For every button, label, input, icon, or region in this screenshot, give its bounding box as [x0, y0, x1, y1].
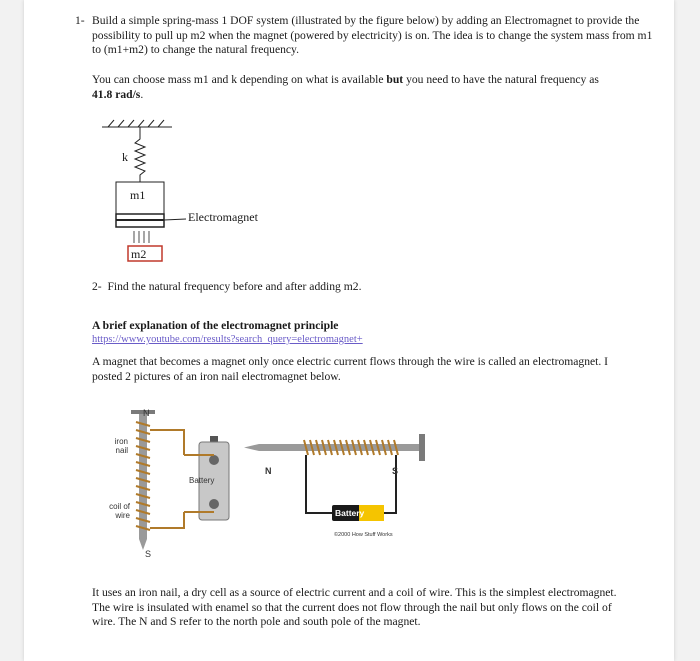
wire-right-right [384, 455, 399, 513]
magnet-field-lines [134, 231, 149, 243]
north-pole-left: N [143, 408, 150, 418]
question-1 [75, 14, 658, 58]
question-2-number: 2- [92, 280, 102, 293]
south-pole-right: S [392, 466, 399, 476]
electromagnet-leader [164, 219, 186, 220]
battery-left-plus [209, 455, 219, 465]
wire-left-right [306, 455, 332, 513]
spring-k [135, 127, 145, 182]
ceiling-hatch [108, 120, 164, 127]
requirement-text-c: . [140, 87, 144, 101]
question-2-text: Find the natural frequency before and after adding m2. [107, 280, 362, 293]
south-pole-left: S [145, 549, 152, 559]
requirement-text-b: you need to have the natural frequency as [403, 73, 599, 86]
section-heading: A brief explanation of the electromagnet principle [92, 319, 339, 332]
mass-label-m2: m2 [131, 247, 147, 261]
battery-right-label: Battery [335, 508, 365, 518]
document-page [24, 0, 674, 661]
battery-left-minus-sign: – [130, 502, 134, 509]
battery-left-plus-sign: + [129, 458, 133, 465]
electromagnet-label: Electromagnet [188, 210, 258, 224]
nail-head-right [419, 434, 425, 461]
spring-mass-figure [94, 115, 324, 270]
copyright-credit: ©2000 How Stuff Works [334, 532, 393, 538]
wire-bottom-left [150, 512, 184, 528]
electromagnet-paragraph: A magnet that becomes a magnet only once electric current flows through the wire is called an electromagnet. I posted 2 pictures of an iron nail electromagnet below. [92, 355, 609, 383]
battery-left-minus [209, 499, 219, 509]
battery-left-terminal [210, 436, 218, 442]
question-1-number: 1- [75, 14, 85, 27]
youtube-link[interactable]: https://www.youtube.com/results?search_query=electromagnet+ [92, 334, 363, 345]
iron-nail-label: iron nail [114, 437, 128, 455]
requirement-paragraph [92, 73, 622, 102]
nail-tip-right [244, 444, 259, 451]
electromagnet-illustration [94, 400, 434, 565]
natural-frequency-value: 41.8 rad/s [92, 87, 141, 101]
question-2 [92, 280, 592, 295]
requirement-bold-but: but [386, 73, 404, 86]
mass-label-m1: m1 [130, 188, 146, 202]
question-1-text: Build a simple spring-mass 1 DOF system (illustrated by the figure below) by adding an Electromagnet to provide the possibility to pull up m2 when the magnet (powered by electricity) is on. The idea is to change the system mass from m1 to (m1+m2) to change the natural frequency. [92, 14, 653, 57]
coil-of-wire-label: coil of wire [109, 502, 130, 520]
north-pole-right: N [265, 466, 272, 476]
wire-top-left [150, 430, 184, 455]
requirement-text-a: You can choose mass m1 and k depending on what is available [92, 73, 387, 86]
battery-left-label: Battery [189, 476, 215, 485]
explanation-paragraph: It uses an iron nail, a dry cell as a source of electric current and a coil of wire. This is the simplest electromagnet. The wire is insulated with enamel so that the current does not flow through the nail but only flows on the coil of wire. The N and S refer to the north pole and south pole of the magnet. [92, 586, 617, 629]
spring-label-k: k [122, 150, 128, 164]
